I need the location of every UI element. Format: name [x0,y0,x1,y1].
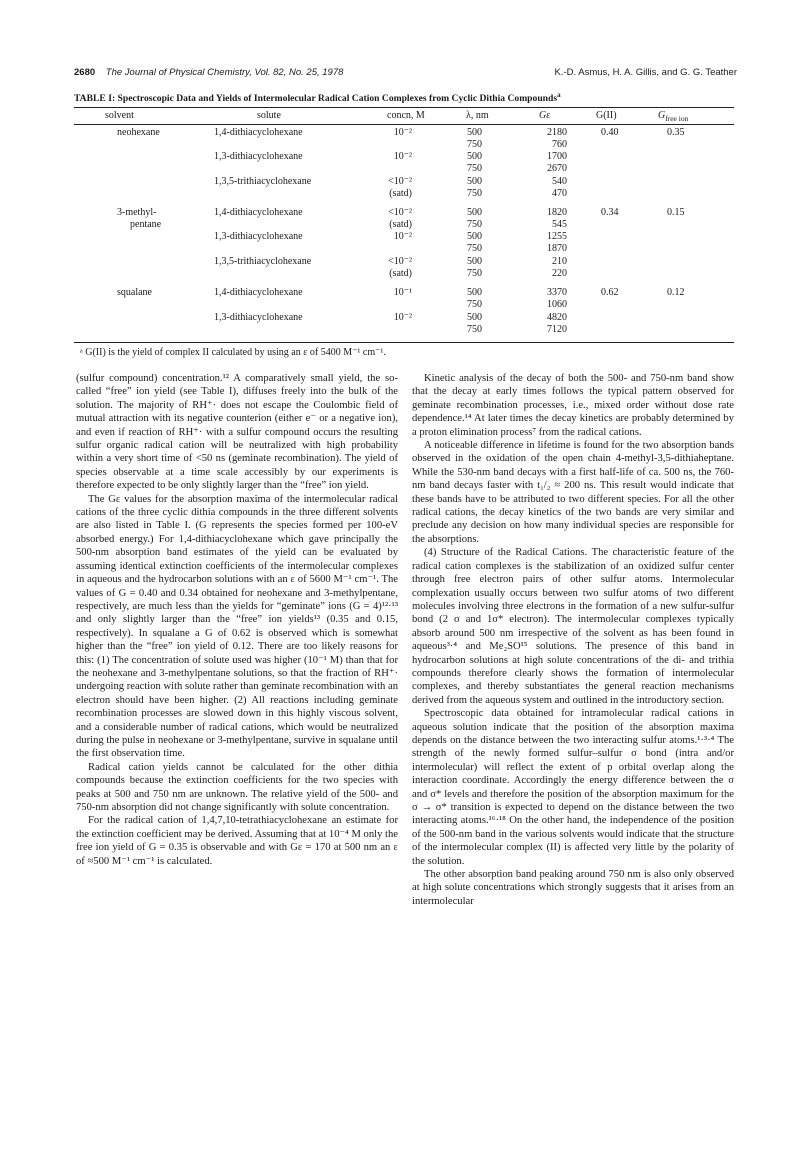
cell-lambda: 500 [467,176,482,187]
header-left [74,67,343,78]
cell-g-eps: 1870 [547,243,567,254]
cell-g-eps: 2670 [547,163,567,174]
body-paragraph: (4) Structure of the Radical Cations. The characteristic feature of the radical cation complexes is the stabilization of an oxidized sulfur center through free electron pairs of other sulfur atoms. Intermolecular complexation usually occurs between two sulfur atoms of two different molecules involving three electrons in the formation of a new sulfur-sulfur bond (2 σ and 1σ* electron). The intermolecular complexes typically absorb around 500 nm irrespective of the solvent as has been found in aqueous³·⁴ and Me₂SO¹⁵ solutions. The presence of this band in hydrocarbon solutions at high solute concentrations of the di- and trithia compounds therefore clearly shows the formation of intermolecular complexes, and thereby substantiates the general reaction mechanisms derived from the aqueous system and outlined in the introductory section. [412,547,734,706]
body-paragraph: (sulfur compound) concentration.¹² A comparatively small yield, the so-called “free” ion yield (see Table I), diffuses freely into the bulk of the solution. The majority of RH⁺· does not escape the Coulombic field of mutual attraction with its negative counterion (either e⁻ or a negative ion), and even if reaction of RH⁺· with a sulfur compound occurs the resulting sulfur organic radical cation will be neutralized with high probability within a very short time of <50 ns (geminate recombination). The yield of species observable at a time scale accessibly by our experiments is therefore expected to be only slightly larger than the “free” ion yield. [76,373,398,492]
table-header-rule [74,124,734,125]
cell-solute: 1,3-dithiacyclohexane [214,312,303,323]
cell-concn: <10⁻² [388,207,412,218]
cell-concn: 10⁻² [393,151,412,162]
body-paragraph: A noticeable difference in lifetime is found for the two absorption bands observed in the oxidation of the open chain 4-methyl-3,5-dithiaheptane. While the 530-nm band decays with a first half-life of ca. 500 ns, the 760-nm band decays faster with t₁/₂ ≈ 200 ns. This result would indicate that these bands have to be attributed to two different species. For all the other radical cations, the decay kinetics of the two bands are very similar and preclude any decision on how many individual species are responsible for the absorptions. [412,440,734,545]
cell-lambda: 750 [467,188,482,199]
cell-g-eps: 210 [552,256,567,267]
cell-g-eps: 220 [552,268,567,279]
header-g-epsilon: Gε [539,110,551,121]
body-paragraph: For the radical cation of 1,4,7,10-tetrathiacyclohexane an estimate for the extinction coefficient may be derived. Assuming that at 10⁻⁴ M only the free ion yield of G = 0.35 is observable and with Gε = 170 at 500 nm an ε of ≈500 M⁻¹ cm⁻¹ is calculated. [76,815,398,867]
cell-lambda: 500 [467,287,482,298]
header-solvent: solvent [105,110,134,121]
body-paragraph: Spectroscopic data obtained for intramolecular radical cations in aqueous solution indicate that the position of the absorption maxima depends on the distance between the two interacting sulfur atoms.¹·³·⁴ The strength of the newly formed sulfur–sulfur σ bond (intra and/or intermolecular) will reflect the extent of p orbital overlap along the interaction coordinate. Accordingly the energy difference between the σ and σ* levels and therefore the position of the absorption maximum for the σ → σ* transition is expected to depend on the distance between the two interacting atoms.¹⁶·¹⁸ On the other hand, the independence of the position of the 500-nm band in the various solvents would indicate that the structure of the intermolecular complex (II) is affected very little by the polarity of the solution. [412,708,734,867]
header-g-free-subscript: free ion [665,114,689,123]
cell-g-eps: 1255 [547,231,567,242]
cell-solvent: 3-methyl- [117,207,157,218]
page-number: 2680 [74,67,96,78]
header-g-free-ion [658,110,688,125]
cell-g-free: 0.12 [667,287,685,298]
cell-lambda: 750 [467,268,482,279]
cell-concn: (satd) [389,219,412,230]
left-text-column [76,372,398,868]
cell-solute: 1,3-dithiacyclohexane [214,151,303,162]
header-g-free-symbol: G [658,110,666,121]
body-paragraph: The Gε values for the absorption maxima of the intermolecular radical cations of the three cyclic dithia compounds in the three different solvents are also listed in Table I. (G represents the species formed per 100-eV absorbed energy.) For 1,4-dithiacyclohexane which gave principally the 500-nm absorption band estimates of the yield can be evaluated by assuming identical extinction coefficients of the intermolecular complexes in aqueous and the hydrocarbon solutions with an ε of 5600 M⁻¹ cm⁻¹. The values of G = 0.40 and 0.34 obtained for neohexane and 3-methylpentane, respectively, are much less than the yields for “geminate” ions (G = 4)¹²·¹³ and only slightly larger than the “free” ion yields¹³ (0.35 and 0.15, respectively). In squalane a G of 0.62 is observed which is somewhat higher than the “free” ion yield of 0.12. There are too likely reasons for this: (1) The concentration of solute used was higher (10⁻¹ M) than that for the neohexane and 3-methylpentane solutions, so that the fraction of RH⁺· undergoing reaction with solute rather than geminate recombination with an electron should have been higher. (2) All reactions including geminate recombination processes are slowed down in this highly viscous solvent, and a considerable number of radical cations, which would be neutralized during the pulse in neohexane or 3-methylpentane, survive in squalane until the first observation time. [76,493,398,760]
cell-solvent: neohexane [117,127,160,138]
table-caption [74,91,734,104]
cell-solute: 1,3-dithiacyclohexane [214,231,303,242]
cell-g-ii: 0.34 [601,207,619,218]
cell-lambda: 500 [467,151,482,162]
cell-solute: 1,4-dithiacyclohexane [214,127,303,138]
header-g-ii: G(II) [596,110,617,121]
cell-solvent: squalane [117,287,152,298]
cell-solute: 1,4-dithiacyclohexane [214,287,303,298]
table-bottom-rule [74,342,734,343]
cell-concn: 10⁻¹ [393,287,412,298]
cell-concn: 10⁻² [393,127,412,138]
journal-citation: The Journal of Physical Chemistry, Vol. 82, No. 25, 1978 [105,67,344,78]
cell-lambda: 500 [467,312,482,323]
cell-solute: 1,3,5-trithiacyclohexane [214,256,312,267]
cell-g-ii: 0.62 [601,287,619,298]
cell-g-ii: 0.40 [601,127,619,138]
cell-g-free: 0.35 [667,127,685,138]
cell-g-eps: 4820 [547,312,567,323]
body-paragraph: Kinetic analysis of the decay of both the 500- and 750-nm band show that the decay at early times follows the typical pattern observed for geminate recombination processes, i.e., mixed order without dose rate dependence.¹⁴ At later times the decay kinetics are probably determined by a proton elimination process⁷ from the radical cations. [412,373,734,438]
body-paragraph: Radical cation yields cannot be calculated for the other dithia compounds because the extinction coefficients for the two species with peaks at 500 and 750 nm are unknown. The relative yield of the 500- and 750-nm absorption did not change significantly with solute concentration. [76,761,398,813]
cell-concn: (satd) [389,188,412,199]
cell-concn: <10⁻² [388,176,412,187]
right-text-column [412,372,734,908]
cell-concn: 10⁻² [393,231,412,242]
cell-lambda: 750 [467,219,482,230]
header-concn: concn, M [387,110,425,121]
cell-g-eps: 7120 [547,324,567,335]
table-footnote: ᵃ G(II) is the yield of complex II calculated by using an ε of 5400 M⁻¹ cm⁻¹. [80,347,386,358]
cell-lambda: 750 [467,299,482,310]
cell-solute: 1,4-dithiacyclohexane [214,207,303,218]
cell-lambda: 750 [467,243,482,254]
cell-concn: <10⁻² [388,256,412,267]
header-solute: solute [257,110,281,121]
cell-lambda: 750 [467,139,482,150]
cell-lambda: 750 [467,163,482,174]
table-top-rule [74,107,734,108]
cell-lambda: 500 [467,207,482,218]
cell-solvent: pentane [130,219,162,230]
cell-g-eps: 1060 [547,299,567,310]
cell-g-eps: 1700 [547,151,567,162]
table-caption-text: TABLE I: Spectroscopic Data and Yields of Intermolecular Radical Cation Complexes from Cyclic Dithia Compounds [74,93,558,105]
cell-lambda: 500 [467,256,482,267]
cell-lambda: 500 [467,231,482,242]
cell-g-free: 0.15 [667,207,685,218]
running-header [74,67,737,78]
cell-g-eps: 470 [552,188,567,199]
caption-note-mark: a [557,91,561,99]
cell-g-eps: 3370 [547,287,567,298]
cell-concn: (satd) [389,268,412,279]
body-paragraph: The other absorption band peaking around 750 nm is also only observed at high solute concentrations which strongly suggests that it arises from an intermolecular [412,869,734,907]
author-line: K.-D. Asmus, H. A. Gillis, and G. G. Teather [554,67,737,78]
cell-g-eps: 1820 [547,207,567,218]
cell-g-eps: 2180 [547,127,567,138]
cell-lambda: 750 [467,324,482,335]
cell-solute: 1,3,5-trithiacyclohexane [214,176,312,187]
header-lambda: λ, nm [466,110,489,121]
cell-concn: 10⁻² [393,312,412,323]
cell-lambda: 500 [467,127,482,138]
cell-g-eps: 545 [552,219,567,230]
cell-g-eps: 540 [552,176,567,187]
cell-g-eps: 760 [552,139,567,150]
